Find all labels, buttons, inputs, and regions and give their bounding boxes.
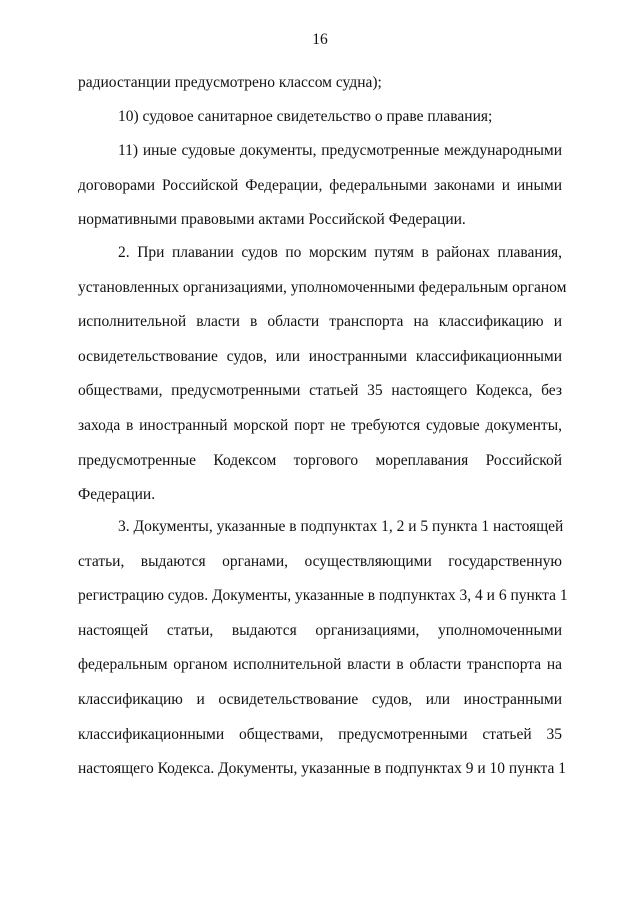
text-line: установленных организациями, уполномоченными федеральным органом bbox=[78, 278, 567, 296]
text-line: 11) иные судовые документы, предусмотренные международными bbox=[118, 142, 562, 159]
text-line: федеральным органом исполнительной власти в области транспорта на bbox=[78, 656, 562, 674]
text-line: 2. При плавании судов по морским путям в районах плавания, bbox=[118, 244, 562, 261]
text-line: захода в иностранный морской порт не требуются судовые документы, bbox=[78, 416, 562, 434]
paragraph-clause-3 bbox=[78, 510, 568, 787]
paragraph-continuation bbox=[78, 66, 562, 101]
text-line: регистрацию судов. Документы, указанные в подпунктах 3, 4 и 6 пункта 1 bbox=[78, 587, 568, 605]
text-line: настоящего Кодекса. Документы, указанные в подпунктах 9 и 10 пункта 1 bbox=[78, 760, 567, 778]
text-line: исполнительной власти в области транспорта на классификацию и bbox=[78, 313, 562, 331]
text-line: договорами Российской Федерации, федеральными законами и иными bbox=[78, 176, 562, 194]
paragraph-item-11 bbox=[78, 134, 562, 238]
text-line: классификационными обществами, предусмотренными статьей 35 bbox=[78, 725, 562, 743]
paragraph-clause-2 bbox=[78, 236, 567, 513]
text-line: настоящей статьи, выдаются организациями, уполномоченными bbox=[78, 621, 562, 639]
text-line: радиостанции предусмотрено классом судна); bbox=[78, 74, 382, 91]
text-line: освидетельствование судов, или иностранными классификационными bbox=[78, 347, 562, 365]
text-line: обществами, предусмотренными статьей 35 настоящего Кодекса, без bbox=[78, 382, 562, 400]
text-line: классификацию и освидетельствование судов, или иностранными bbox=[78, 690, 562, 708]
text-line: нормативными правовыми актами Российской Федерации. bbox=[78, 211, 466, 229]
text-line: предусмотренные Кодексом торгового мореплавания Российской bbox=[78, 451, 562, 469]
text-line: статьи, выдаются органами, осуществляющими государственную bbox=[78, 552, 562, 570]
paragraph-item-10 bbox=[78, 100, 562, 135]
text-line: 3. Документы, указанные в подпунктах 1, 2 и 5 пункта 1 настоящей bbox=[118, 518, 564, 535]
text-line: 10) судовое санитарное свидетельство о праве плавания; bbox=[118, 108, 493, 125]
page-number: 16 bbox=[312, 31, 328, 48]
text-line: Федерации. bbox=[78, 486, 156, 504]
